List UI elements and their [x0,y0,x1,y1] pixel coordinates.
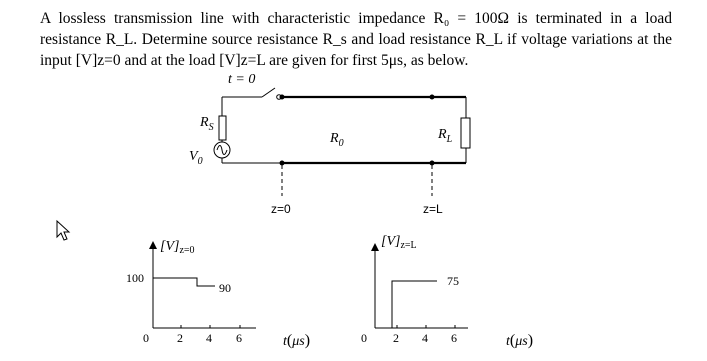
v0-label: $V_0$ [189,149,203,167]
x-tick-label: 2 [393,331,399,345]
x-tick-label: 4 [206,331,212,345]
origin-label: 0 [143,331,149,345]
z0-label: z=0 [271,202,291,216]
x-tick-label: 4 [422,331,428,345]
circuit-diagram [189,72,470,216]
waveform-load [375,281,437,328]
x-axis-label: t(μs) [283,332,311,349]
y-tick-label: 100 [126,271,144,285]
x-axis-label: t(μs) [506,332,534,349]
tline-node-tr [430,95,435,100]
origin-label: 0 [361,331,367,345]
switch-label: t = 0 [228,72,256,87]
rs-resistor [219,116,226,140]
x-tick-label: 6 [236,331,242,345]
mouse-pointer-icon [57,221,69,240]
rl-resistor [461,118,470,148]
graph-title: $[V]_{z=L}$ [381,234,417,251]
r0-label: $R_0$ [330,131,344,149]
level-label: 90 [219,281,231,295]
tline-node-br [430,161,435,166]
zl-label: z=L [423,202,443,216]
switch-blade [262,88,275,97]
x-tick-label: 6 [451,331,457,345]
level-label: 75 [447,274,459,288]
waveform-input [153,278,215,286]
problem-text: A lossless transmission line with characteristic impedance R₀ = 100Ω is terminated in a load resistance R_L. Determine source resistance R_s and load resistance R_L if voltage variations at the input [V]z=0 and at the load [V]z=L are given for first 5μs, as below. [40,10,672,69]
tline-node-tl [280,95,285,100]
tline-node-bl [280,161,285,166]
graph-load-voltage [361,234,533,349]
y-axis-arrow-icon [371,243,379,251]
rl-label: $R_L$ [438,127,453,145]
x-tick-label: 2 [177,331,183,345]
graph-input-voltage [126,239,310,349]
graph-title: $[V]_{z=0}$ [160,239,195,256]
rs-label: $R_S$ [200,115,214,133]
y-axis-arrow-icon [149,241,157,249]
